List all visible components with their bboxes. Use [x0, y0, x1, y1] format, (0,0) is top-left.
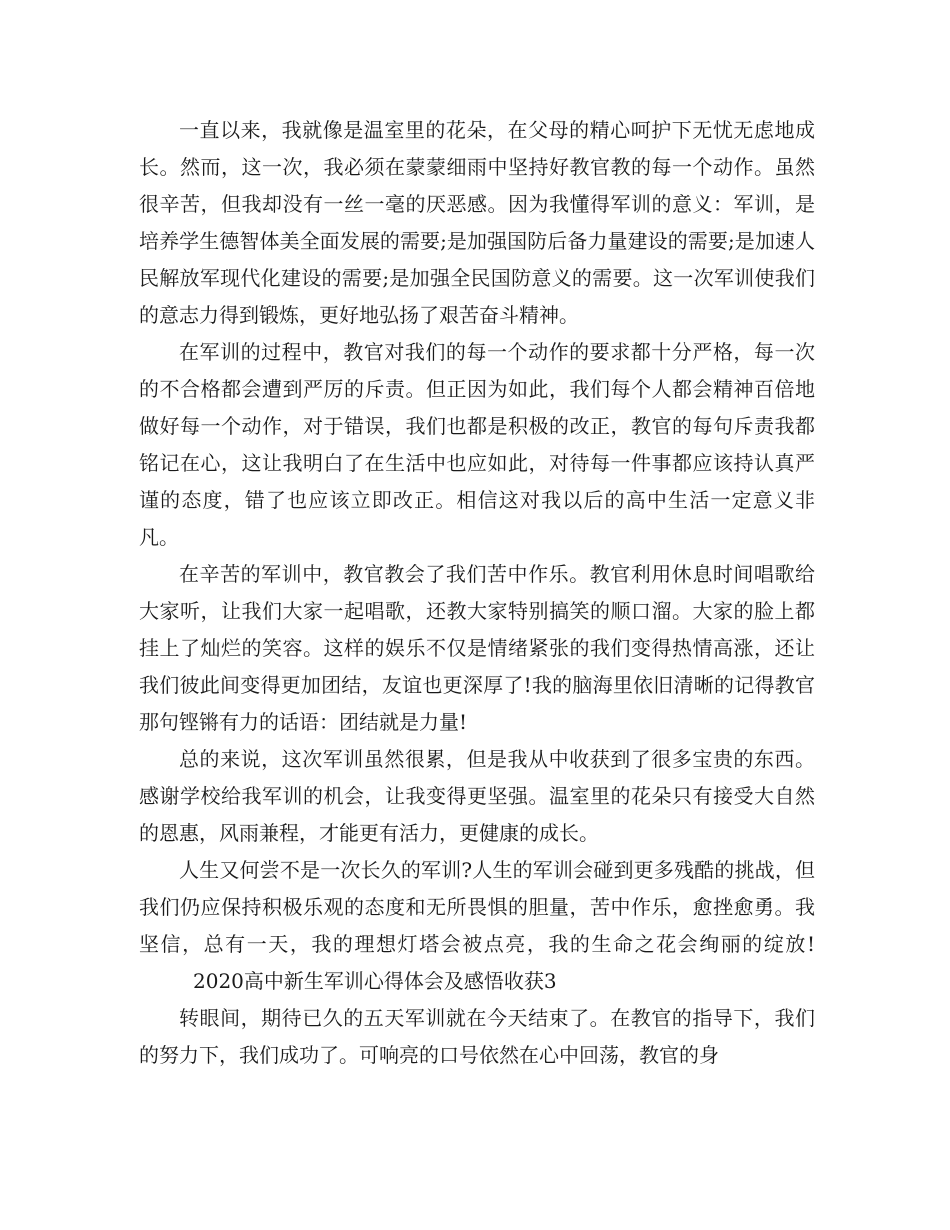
paragraph-3: 在辛苦的军训中，教官教会了我们苦中作乐。教官利用休息时间唱歌给大家听，让我们大家一起唱歌，还教大家特别搞笑的顺口溜。大家的脸上都挂上了灿烂的笑容。这样的娱乐不仅是情绪紧张的我们变得热情高涨，还让我们彼此间变得更加团结，友谊也更深厚了!我的脑海里依旧清晰的记得教官那句铿锵有力的话语：团结就是力量! — [139, 562, 815, 734]
paragraph-5-text: 人生又何尝不是一次长久的军训?人生的军训会碰到更多残酷的挑战，但我们仍应保持积极乐观的态度和无所畏惧的胆量，苦中作乐，愈挫愈勇。我坚信，总有一天，我的理想灯塔会被点亮，我的生命之花会绚丽的绽放! — [139, 858, 815, 956]
paragraph-2: 在军训的过程中，教官对我们的每一个动作的要求都十分严格，每一次的不合格都会遭到严厉的斥责。但正因为如此，我们每个人都会精神百倍地做好每一个动作，对于错误，我们也都是积极的改正，教官的每句斥责我都铭记在心，这让我明白了在生活中也应如此，对待每一件事都应该持认真严谨的态度，错了也应该立即改正。相信这对我以后的高中生活一定意义非凡。 — [139, 340, 815, 549]
paragraph-1: 一直以来，我就像是温室里的花朵，在父母的精心呵护下无忧无虑地成长。然而，这一次，我必须在蒙蒙细雨中坚持好教官教的每一个动作。虽然很辛苦，但我却没有一丝一毫的厌恶感。因为我懂得军训的意义：军训，是培养学生德智体美全面发展的需要;是加强国防后备力量建设的需要;是加速人民解放军现代化建设的需要;是加强全民国防意义的需要。这一次军训使我们的意志力得到锻炼，更好地弘扬了艰苦奋斗精神。 — [139, 118, 815, 327]
paragraph-5 — [139, 852, 815, 1000]
paragraph-4: 总的来说，这次军训虽然很累，但是我从中收获到了很多宝贵的东西。感谢学校给我军训的机会，让我变得更坚强。温室里的花朵只有接受大自然的恩惠，风雨兼程，才能更有活力，更健康的成长。 — [139, 747, 815, 845]
section-heading: 2020高中新生军训心得体会及感悟收获3 — [193, 969, 557, 993]
document-page — [139, 112, 815, 1074]
paragraph-6: 转眼间，期待已久的五天军训就在今天结束了。在教官的指导下，我们的努力下，我们成功了。可响亮的口号依然在心中回荡，教官的身 — [139, 1006, 815, 1067]
